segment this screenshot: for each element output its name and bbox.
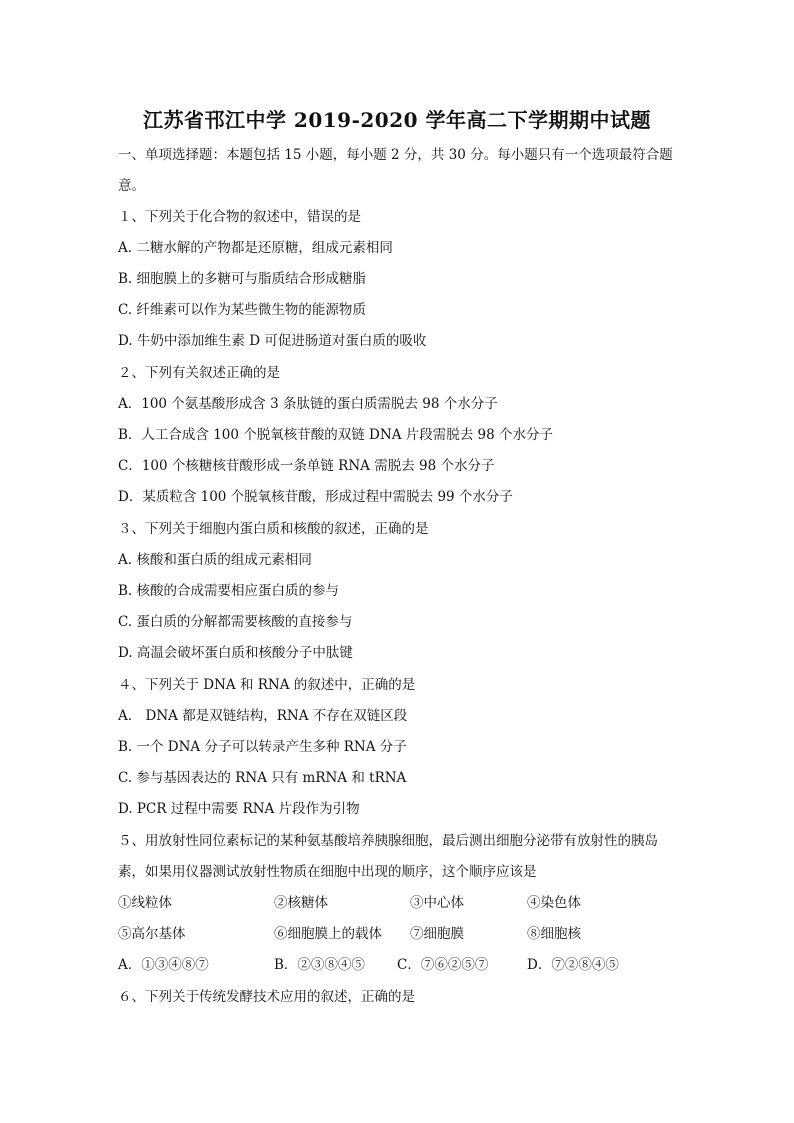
question-5-item: ⑤高尔基体 — [118, 926, 186, 942]
question-6-stem: ６、下列关于传统发酵技术应用的叙述，正确的是 — [118, 989, 415, 1005]
question-3-stem: ３、下列关于细胞内蛋白质和核酸的叙述，正确的是 — [118, 521, 429, 537]
question-3-option-a: A. 核酸和蛋白质的组成元素相同 — [118, 552, 312, 568]
question-3-option-b: B. 核酸的合成需要相应蛋白质的参与 — [118, 583, 340, 599]
section-instructions-line1: 一、单项选择题：本题包括 15 小题，每小题 2 分，共 30 分。每小题只有一个选项最符合题 — [118, 147, 673, 163]
question-3-option-d: D. 高温会破坏蛋白质和核酸分子中肽键 — [118, 645, 353, 661]
question-5-stem-line1: ５、用放射性同位素标记的某种氨基酸培养胰腺细胞，最后测出细胞分泌带有放射性的胰岛 — [118, 833, 658, 849]
question-5-item: ④染色体 — [527, 895, 581, 911]
question-5-option-a: A．①③④⑧⑦ — [118, 957, 209, 973]
question-2-option-a: A．100 个氨基酸形成含 3 条肽链的蛋白质需脱去 98 个水分子 — [118, 396, 498, 412]
question-5-option-c: C．⑦⑥②⑤⑦ — [397, 957, 489, 973]
section-instructions-line2: 意。 — [118, 178, 145, 194]
question-2-option-b: B．人工合成含 100 个脱氧核苷酸的双链 DNA 片段需脱去 98 个水分子 — [118, 427, 553, 443]
question-4-option-c: C. 参与基因表达的 RNA 只有 mRNA 和 tRNA — [118, 770, 407, 786]
question-5-item: ⑧细胞核 — [527, 926, 581, 942]
question-2-stem: ２、下列有关叙述正确的是 — [118, 365, 280, 381]
question-4-option-b: B. 一个 DNA 分子可以转录产生多种 RNA 分子 — [118, 739, 407, 755]
question-5-item: ①线粒体 — [118, 895, 172, 911]
question-5-item: ⑥细胞膜上的载体 — [274, 926, 382, 942]
question-2-option-d: D．某质粒含 100 个脱氧核苷酸，形成过程中需脱去 99 个水分子 — [118, 489, 513, 505]
exam-title: 江苏省邗江中学 2019-2020 学年高二下学期期中试题 — [142, 108, 652, 132]
question-5-item: ③中心体 — [410, 895, 464, 911]
question-4-stem: ４、下列关于 DNA 和 RNA 的叙述中，正确的是 — [118, 677, 416, 693]
question-5-option-b: B．②③⑧④⑤ — [274, 957, 365, 973]
question-1-option-b: B. 细胞膜上的多糖可与脂质结合形成糖脂 — [118, 271, 367, 287]
question-5-stem-line2: 素，如果用仪器测试放射性物质在细胞中出现的顺序，这个顺序应该是 — [118, 864, 537, 880]
question-1-option-a: A. 二糖水解的产物都是还原糖，组成元素相同 — [118, 240, 393, 256]
question-1-stem: １、下列关于化合物的叙述中，错误的是 — [118, 209, 361, 225]
question-5-item: ⑦细胞膜 — [410, 926, 464, 942]
question-1-option-d: D. 牛奶中添加维生素 D 可促进肠道对蛋白质的吸收 — [118, 333, 427, 349]
question-1-option-c: C. 纤维素可以作为某些微生物的能源物质 — [118, 302, 366, 318]
question-2-option-c: C．100 个核糖核苷酸形成一条单链 RNA 需脱去 98 个水分子 — [118, 458, 495, 474]
question-5-option-d: D．⑦②⑧④⑤ — [527, 957, 619, 973]
question-5-item: ②核糖体 — [274, 895, 328, 911]
question-4-option-a: A. DNA 都是双链结构，RNA 不存在双链区段 — [118, 708, 408, 724]
question-4-option-d: D. PCR 过程中需要 RNA 片段作为引物 — [118, 801, 360, 817]
question-3-option-c: C. 蛋白质的分解都需要核酸的直接参与 — [118, 614, 353, 630]
